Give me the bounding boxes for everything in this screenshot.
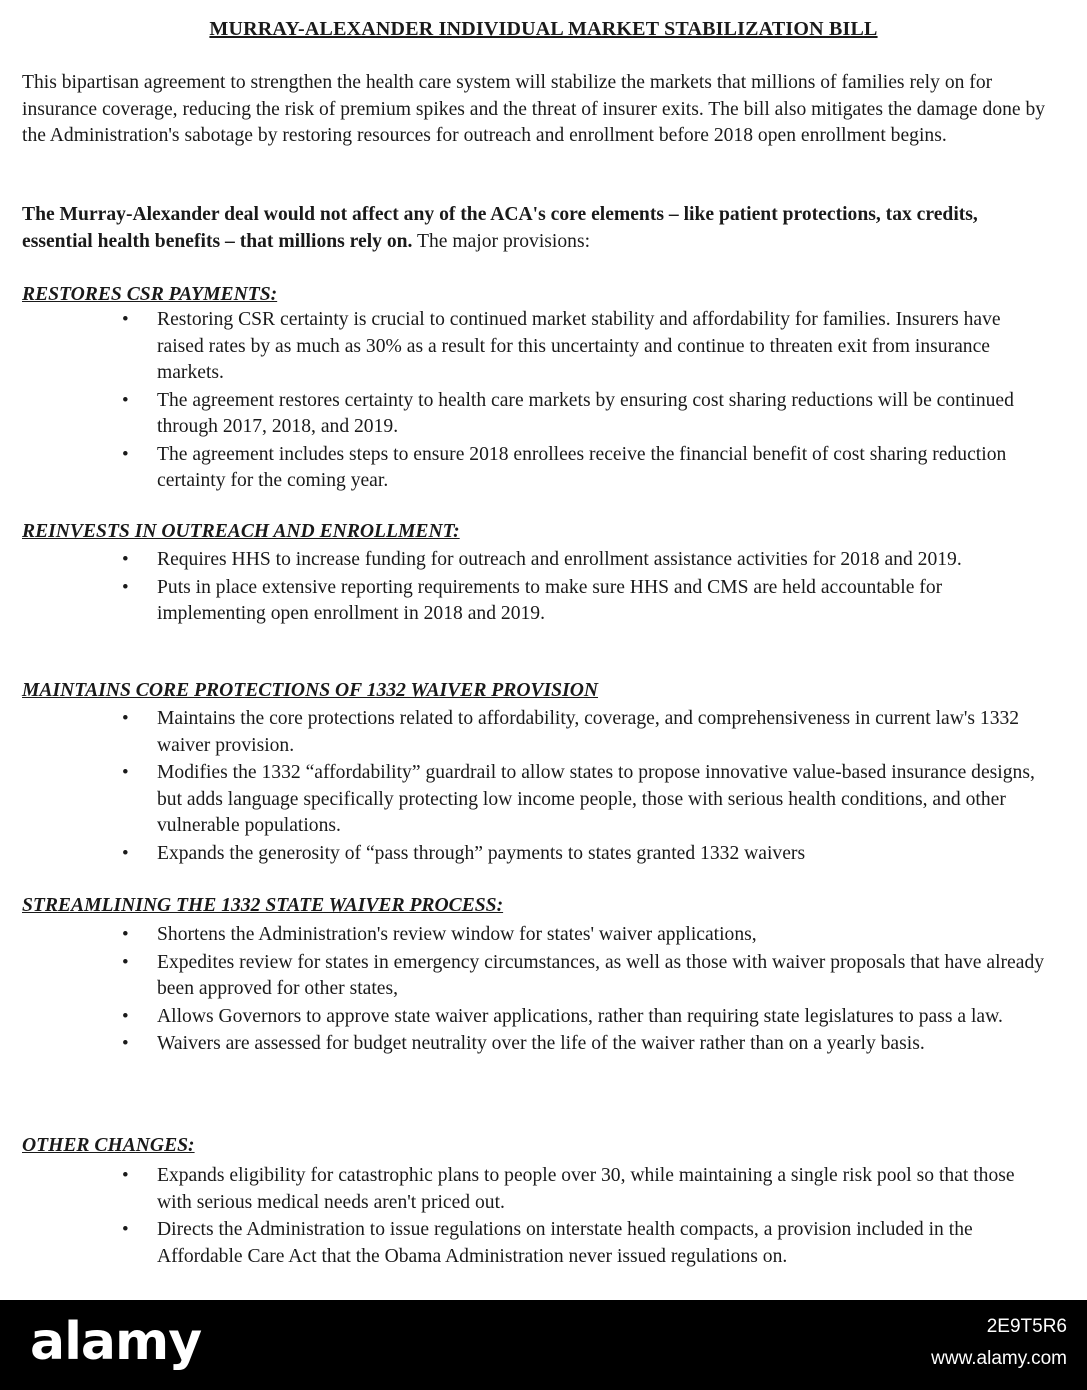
- section-heading-outreach: REINVESTS IN OUTREACH AND ENROLLMENT:: [22, 521, 460, 542]
- lead-rest-text: The major provisions:: [412, 230, 591, 252]
- section-list-1332-protections: [120, 706, 1045, 868]
- intro-paragraph: This bipartisan agreement to strengthen the health care system will stabilize the markets that millions of families rely on for insurance coverage, reducing the risk of premium spikes and the threat of insurer exits. The bill also mitigates the damage done by the Administration's sabotage by restoring resources for outreach and enrollment before 2018 open enrollment begins.: [22, 72, 1046, 146]
- section-list-csr: [120, 307, 1045, 496]
- list-item: • Puts in place extensive reporting requirements to make sure HHS and CMS are held accountable for implementing open enrollment in 2018 and 2019.: [120, 575, 1045, 628]
- alamy-logo: alamy: [30, 1312, 202, 1372]
- list-item: • Shortens the Administration's review window for states' waiver applications,: [120, 922, 1045, 949]
- list-item: • Maintains the core protections related to affordability, coverage, and comprehensiveness in current law's 1332 waiver provision.: [120, 706, 1045, 759]
- section-heading-1332-protections: MAINTAINS CORE PROTECTIONS OF 1332 WAIVER PROVISION: [22, 680, 598, 701]
- section-heading-streamlining: STREAMLINING THE 1332 STATE WAIVER PROCESS:: [22, 895, 504, 916]
- lead-bold-text: The Murray-Alexander deal would not affect any of the ACA's core elements – like patient protections, tax credits, essential health benefits – that millions rely on.: [22, 204, 978, 252]
- list-item: • Allows Governors to approve state waiver applications, rather than requiring state legislatures to pass a law.: [120, 1004, 1045, 1031]
- list-item: • The agreement restores certainty to health care markets by ensuring cost sharing reductions will be continued through 2017, 2018, and 2019.: [120, 388, 1045, 441]
- document-title: MURRAY-ALEXANDER INDIVIDUAL MARKET STABILIZATION BILL: [209, 18, 878, 40]
- list-item: • Requires HHS to increase funding for outreach and enrollment assistance activities for 2018 and 2019.: [120, 547, 1045, 574]
- list-item: • Waivers are assessed for budget neutrality over the life of the waiver rather than on a yearly basis.: [120, 1031, 1045, 1058]
- list-item: • Expedites review for states in emergency circumstances, as well as those with waiver proposals that have already been approved for other states,: [120, 950, 1045, 1003]
- lead-paragraph: [22, 202, 1052, 255]
- section-list-outreach: [120, 547, 1045, 629]
- section-heading-other-changes: OTHER CHANGES:: [22, 1135, 195, 1156]
- section-list-streamlining: [120, 922, 1045, 1059]
- watermark-footer: [0, 1300, 1087, 1390]
- site-url: www.alamy.com: [931, 1348, 1067, 1369]
- image-id: 2E9T5R6: [986, 1316, 1067, 1337]
- list-item: • Restoring CSR certainty is crucial to continued market stability and affordability for families. Insurers have raised rates by as much as 30% as a result for this uncertainty and continue to threaten exit from insurance markets.: [120, 307, 1045, 387]
- list-item: • Expands eligibility for catastrophic plans to people over 30, while maintaining a single risk pool so that those with serious medical needs aren't priced out.: [120, 1163, 1045, 1216]
- list-item: • Modifies the 1332 “affordability” guardrail to allow states to propose innovative value-based insurance designs, but adds language specifically protecting low income people, those with serious health conditions, and other vulnerable populations.: [120, 760, 1045, 840]
- section-list-other-changes: [120, 1163, 1045, 1271]
- section-heading-csr: RESTORES CSR PAYMENTS:: [22, 284, 278, 305]
- list-item: • Directs the Administration to issue regulations on interstate health compacts, a provision included in the Affordable Care Act that the Obama Administration never issued regulations on.: [120, 1217, 1045, 1270]
- list-item: • The agreement includes steps to ensure 2018 enrollees receive the financial benefit of cost sharing reduction certainty for the coming year.: [120, 442, 1045, 495]
- list-item: • Expands the generosity of “pass through” payments to states granted 1332 waivers: [120, 841, 1045, 868]
